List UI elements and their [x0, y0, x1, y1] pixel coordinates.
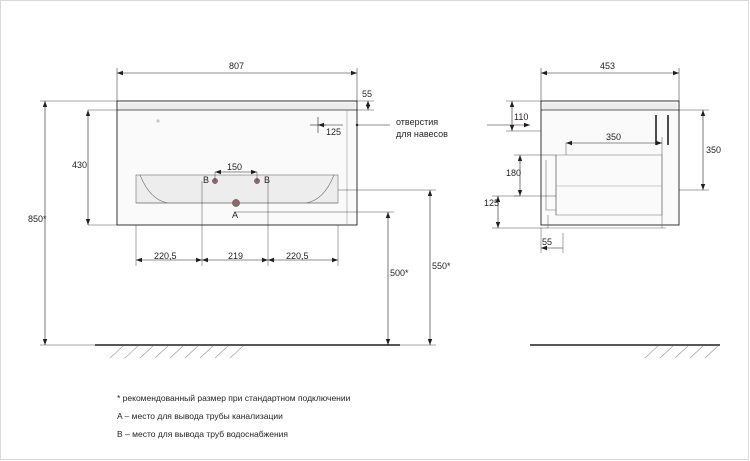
dim-label-side-125: 125 [484, 198, 500, 208]
dim-label-side-110: 110 [514, 112, 529, 122]
dim-label-side-55: 55 [542, 237, 553, 247]
dim-label-depth-453: 453 [600, 61, 616, 71]
dim-label-width-807: 807 [229, 61, 245, 71]
dim-label-side-height-350: 350 [706, 145, 722, 155]
dim-label-inner-350: 350 [606, 132, 622, 142]
legend-note-3: B – место для вывода труб водоснабжения [117, 429, 288, 439]
dim-label-holes-150: 150 [227, 162, 243, 172]
mark-label-a: A [232, 210, 239, 220]
dim-label-overall-550: 550* [432, 261, 451, 271]
dim-label-drain-500: 500* [390, 268, 409, 278]
dim-label-left-220-5: 220,5 [154, 251, 177, 261]
dim-label-center-219: 219 [228, 251, 244, 261]
legend-note-1: * рекомендованный размер при стандартном подключении [117, 393, 351, 403]
callout-hanger-line2: для навесов [396, 129, 448, 139]
dim-label-top-strip-55: 55 [362, 89, 373, 99]
mark-label-b-left: B [203, 175, 210, 185]
dim-label-height-430: 430 [72, 160, 88, 170]
dim-label-right-220-5: 220,5 [286, 251, 309, 261]
dim-label-side-180: 180 [506, 168, 522, 178]
legend-note-2: A – место для вывода трубы канализации [117, 411, 283, 421]
callout-hanger-line1: отверстия [396, 117, 439, 127]
dim-label-hole-125: 125 [326, 127, 342, 137]
mark-label-b-right: B [264, 175, 271, 185]
dim-label-total-850: 850* [28, 214, 47, 224]
